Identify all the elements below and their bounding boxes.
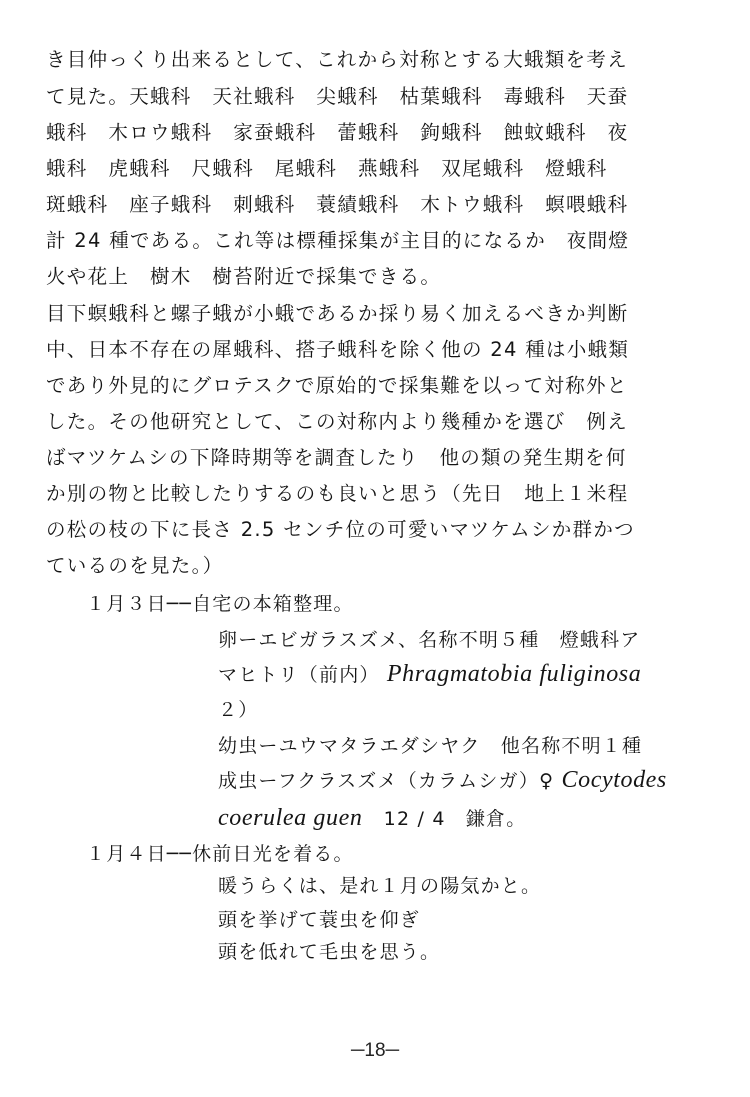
text-line: した。その他研究として、この対称内より幾種かを選び 例え: [46, 410, 629, 433]
text-line: か別の物と比較したりするのも良いと思う（先日 地上１米程: [46, 482, 629, 505]
entry-date: [86, 842, 354, 866]
text-line: 計 24 種である。これ等は標種採集が主目的になるか 夜間燈: [46, 229, 630, 252]
entry-dash: ──: [166, 593, 193, 615]
entry-date-text: １月４日: [86, 843, 167, 865]
text-line: の松の枝の下に長さ 2.5 センチ位の可愛いマツケムシか群かつ: [46, 518, 635, 541]
latin-species-name: Phragmatobia fuliginosa: [386, 661, 642, 687]
entry-line: [218, 806, 526, 831]
text-line: 蛾科 木ロウ蛾科 家蚕蛾科 蕾蛾科 鉤蛾科 蝕蚊蛾科 夜: [46, 121, 629, 144]
text-line: であり外見的にグロテスクで原始的で採集難を以って対称外と: [46, 374, 628, 397]
entry-line: 暖うらくは、是れ１月の陽気かと。: [218, 875, 542, 897]
text-line: 蛾科 虎蛾科 尺蛾科 尾蛾科 燕蛾科 双尾蛾科 燈蛾科: [46, 157, 608, 180]
latin-species-name: coerulea guen: [218, 805, 363, 831]
text-line: 火や花上 樹木 樹苔附近で採集できる。: [46, 265, 442, 288]
entry-date-text: １月３日: [86, 593, 167, 615]
entry-heading: 自宅の本箱整理。: [192, 593, 354, 615]
page-number: ─18─: [350, 1040, 400, 1061]
entry-line-text: マヒトリ（前内）: [218, 664, 380, 686]
entry-line: 幼虫ーユウマタラエダシヤク 他名称不明１種: [218, 735, 643, 757]
entry-line: [218, 662, 641, 687]
latin-genus-name: Cocytodes: [561, 767, 667, 793]
text-line: ばマツケムシの下降時期等を調査したり 他の類の発生期を何: [46, 446, 627, 469]
entry-date: [86, 592, 354, 616]
text-line: て見た。天蛾科 天社蛾科 尖蛾科 枯葉蛾科 毒蛾科 天蚕: [46, 85, 629, 108]
text-line: ているのを見た。）: [46, 554, 224, 577]
entry-line: 頭を低れて毛虫を思う。: [218, 941, 441, 963]
entry-heading: 休前日光を着る。: [192, 843, 354, 865]
entry-dash: ──: [166, 843, 193, 865]
entry-line-text: 12 / 4 鎌倉。: [383, 808, 527, 830]
text-line: 中、日本不存在の犀蛾科、搭子蛾科を除く他の 24 種は小蛾類: [46, 338, 630, 361]
text-line: 斑蛾科 座子蛾科 刺蛾科 蓑績蛾科 木トウ蛾科 螟喂蛾科: [46, 193, 629, 216]
entry-line: [218, 768, 667, 793]
entry-line-text: 成虫ーフクラスズメ（カラムシガ）♀: [218, 770, 555, 792]
entry-line: 卵ーエビガラスズメ、名称不明５種 燈蛾科ア: [218, 629, 641, 651]
entry-line: ２）: [218, 699, 259, 721]
entry-line: 頭を挙げて蓑虫を仰ぎ: [218, 909, 421, 931]
text-line: 目下螟蛾科と螺子蛾が小蛾であるか採り易く加えるべきか判断: [46, 302, 629, 325]
text-line: き目仲っくり出来るとして、これから対称とする大蛾類を考え: [46, 48, 629, 71]
